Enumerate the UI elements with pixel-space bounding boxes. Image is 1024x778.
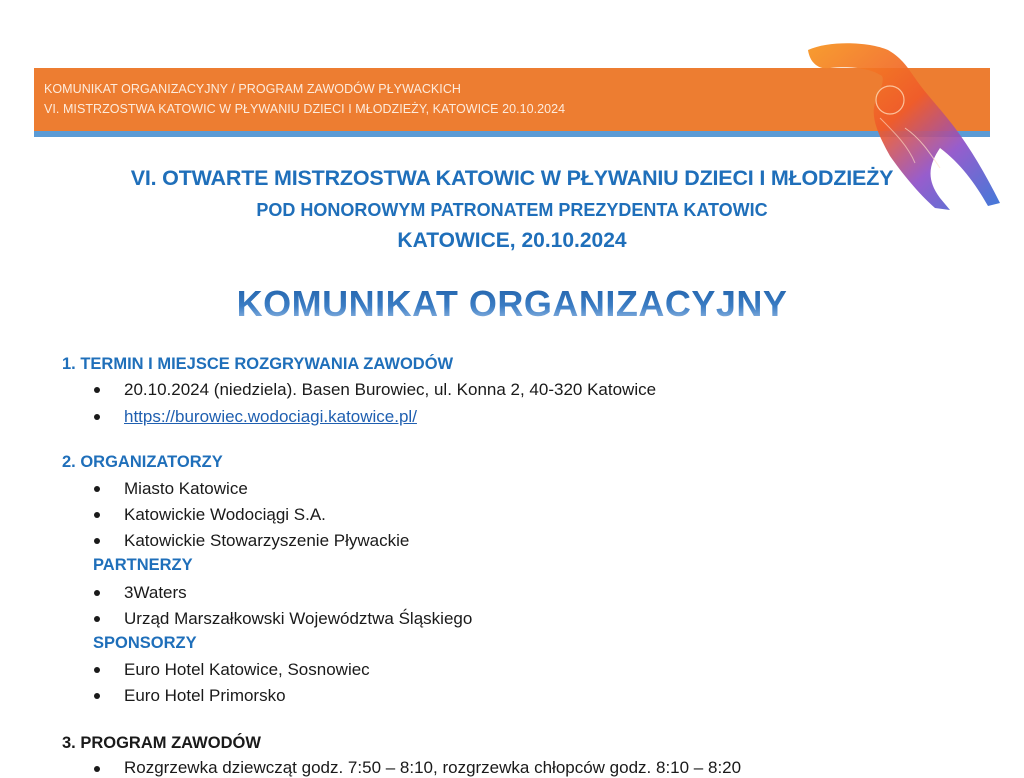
list-item-organizer: Katowickie Stowarzyszenie Pływackie [124,531,410,550]
bullet-icon [94,667,100,673]
sponsors-heading: SPONSORZY [93,634,197,652]
partners-heading: PARTNERZY [93,556,193,574]
list-item-date-venue: 20.10.2024 (niedziela). Basen Burowiec, ul. Konna 2, 40-320 Katowice [124,380,657,399]
list-item-partner: 3Waters [124,583,187,602]
bullet-icon [94,766,100,772]
swimmer-illustration-icon [790,38,1015,218]
bullet-icon [94,616,100,622]
bullet-icon [94,486,100,492]
section-3-heading: 3. PROGRAM ZAWODÓW [62,734,261,752]
patronage-subtitle: POD HONOROWYM PATRONATEM PREZYDENTA KATOWIC [256,200,768,220]
venue-website-link[interactable]: https://burowiec.wodociagi.katowice.pl/ [124,407,417,426]
bullet-icon [94,590,100,596]
list-item-organizer: Katowickie Wodociągi S.A. [124,505,326,524]
bullet-icon [94,693,100,699]
event-title: VI. OTWARTE MISTRZOSTWA KATOWIC W PŁYWANIU DZIECI I MŁODZIEŻY [130,166,894,190]
list-item-partner: Urząd Marszałkowski Województwa Śląskiego [124,609,473,628]
document-title: KOMUNIKAT ORGANIZACYJNY [0,283,1024,325]
section-1-heading: 1. TERMIN I MIEJSCE ROZGRYWANIA ZAWODÓW [62,355,454,373]
list-item-sponsor: Euro Hotel Primorsko [124,686,286,705]
bullet-icon [94,414,100,420]
bullet-icon [94,387,100,393]
list-item-program: Rozgrzewka dziewcząt godz. 7:50 – 8:10, rozgrzewka chłopców godz. 8:10 – 8:20 [124,758,742,777]
banner-line-2: VI. MISTRZOSTWA KATOWIC W PŁYWANIU DZIECI I MŁODZIEŻY, KATOWICE 20.10.2024 [44,102,566,116]
bullet-icon [94,538,100,544]
list-item-sponsor: Euro Hotel Katowice, Sosnowiec [124,660,370,679]
banner-line-1: KOMUNIKAT ORGANIZACYJNY / PROGRAM ZAWODÓW PŁYWACKICH [44,82,461,96]
bullet-icon [94,512,100,518]
list-item-organizer: Miasto Katowice [124,479,248,498]
list-item-link-wrapper [124,407,417,427]
event-date-location: KATOWICE, 20.10.2024 [397,229,627,252]
section-2-heading: 2. ORGANIZATORZY [62,453,223,471]
